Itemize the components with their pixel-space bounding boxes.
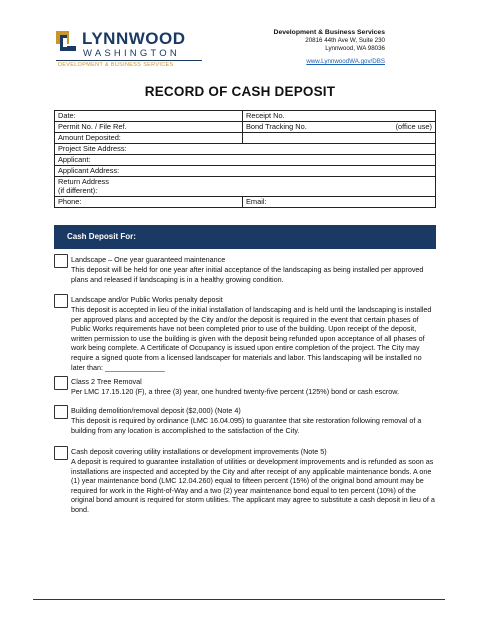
permit-number-field[interactable]: Permit No. / File Ref. [55, 122, 243, 133]
table-row [55, 177, 436, 197]
table-row [55, 144, 436, 155]
option-description: This deposit is accepted in lieu of the initial installation of landscaping and is held until the landscaping is installed per approved plans and accepted by the City and/or the deposit is required in the event that certain phases of Public Works requirements have not been completed prior to use of the building. Upon receipt of the deposit, written permission to use the building is given with the deposit being refunded upon acceptance of all phases of work being complete. A Certificate of Occupancy is issued upon entire completion of the project. The City may require a signed quote from a licensed landscaper for materials and labor. This landscaping will be installed no later than: _______________ [71, 305, 432, 372]
table-row [55, 155, 436, 166]
phone-field[interactable]: Phone: [55, 197, 243, 208]
table-row [55, 133, 436, 144]
lynnwood-logo [56, 28, 206, 68]
return-address-note: (if different): [58, 186, 98, 195]
logo-subtitle: DEVELOPMENT & BUSINESS SERVICES [58, 62, 174, 68]
logo-divider [56, 60, 202, 61]
checkbox[interactable] [54, 376, 68, 390]
logo-state: WASHINGTON [83, 48, 180, 59]
option-description: This deposit is required by ordinance (LMC 16.04.095) to guarantee that site restoration following removal of a building from any location is accomplished to the satisfaction of the City. [71, 416, 422, 435]
email-field[interactable]: Email: [243, 197, 436, 208]
option-title: Landscape and/or Public Works penalty deposit [71, 295, 223, 304]
lynnwood-logo-mark-icon [56, 31, 78, 53]
option-description: Per LMC 17.15.120 (F), a three (3) year, one hundred twenty-five percent (125%) bond or cash escrow. [71, 387, 399, 396]
applicant-address-field[interactable]: Applicant Address: [55, 166, 436, 177]
section-header-label: Cash Deposit For: [67, 232, 136, 241]
checkbox[interactable] [54, 254, 68, 268]
checkbox[interactable] [54, 294, 68, 308]
website-link[interactable]: www.LynnwoodWA.gov/DBS [306, 58, 385, 65]
contact-block [245, 29, 385, 65]
option-title: Landscape – One year guaranteed maintenance [71, 255, 226, 264]
checkbox[interactable] [54, 405, 68, 419]
date-field[interactable]: Date: [55, 111, 243, 122]
option-description: A deposit is required to guarantee installation of utilities or development improvements and is refunded as soon as installations are inspected and accepted by the City and after receipt of any applicable maintenance bonds. A one (1) year maintenance bond (LMC 12.04.260) equal to fifteen percent (15%) of the original bond amount may be required for work in the Right-of-Way and a two (2) year maintenance bond equal to ten percent (10%) of the original bond amount is required for storm utilities. The applicant may agree to substitute a cash deposit in lieu of a bond. [71, 457, 435, 514]
amount-deposited-field[interactable]: Amount Deposited: [55, 133, 243, 144]
table-row [55, 122, 436, 133]
deposit-info-table [54, 110, 436, 208]
table-row [55, 166, 436, 177]
option-title: Cash deposit covering utility installations or development improvements (Note 5) [71, 447, 327, 456]
return-address-label: Return Address [58, 177, 109, 186]
logo-name: LYNNWOOD [82, 29, 186, 48]
section-header-bar [54, 225, 436, 249]
address-line-2: Lynnwood, WA 98036 [325, 45, 385, 52]
footer-divider [33, 599, 445, 600]
org-name: Development & Business Services [273, 29, 385, 36]
address-line-1: 20816 44th Ave W, Suite 230 [305, 37, 385, 44]
bond-tracking-field[interactable] [243, 122, 436, 133]
option-title: Building demolition/removal deposit ($2,000) (Note 4) [71, 406, 241, 415]
return-address-field[interactable] [55, 177, 436, 197]
project-site-address-field[interactable]: Project Site Address: [55, 144, 436, 155]
option-title: Class 2 Tree Removal [71, 377, 142, 386]
applicant-field[interactable]: Applicant: [55, 155, 436, 166]
option-description: This deposit will be held for one year after initial acceptance of the landscaping as being installed per approved plans and released if landscaping is in a healthy growing condition. [71, 265, 424, 284]
table-row [55, 111, 436, 122]
amount-deposited-value[interactable] [243, 133, 436, 144]
page-title: RECORD OF CASH DEPOSIT [144, 84, 336, 99]
table-row [55, 197, 436, 208]
bond-tracking-label: Bond Tracking No. [246, 122, 307, 131]
checkbox[interactable] [54, 446, 68, 460]
receipt-number-field[interactable]: Receipt No. [243, 111, 436, 122]
office-use-note: (office use) [395, 122, 432, 131]
